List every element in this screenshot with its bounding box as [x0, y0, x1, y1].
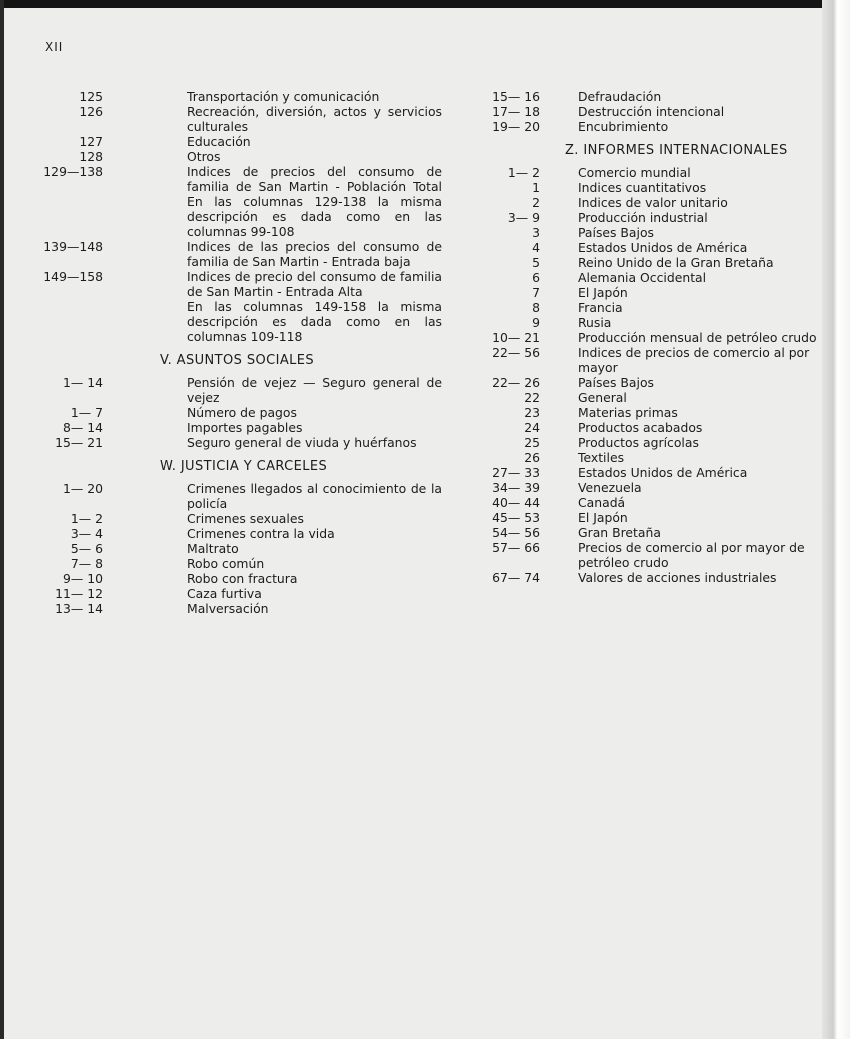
- index-entry: [470, 405, 820, 420]
- column-range: 45— 53: [492, 510, 540, 525]
- entry-description: Precios de comercio al por mayor de petróleo crudo: [578, 540, 805, 570]
- scan-top-border: [0, 0, 850, 8]
- column-range: 149—158: [43, 269, 103, 284]
- column-range: 1— 2: [507, 165, 540, 180]
- index-entry: [470, 510, 820, 525]
- index-entry: [470, 225, 820, 240]
- entry-description: Países Bajos: [578, 375, 654, 390]
- entry-description: Reino Unido de la Gran Bretaña: [578, 255, 774, 270]
- entry-description: Productos acabados: [578, 420, 703, 435]
- entry-description: Robo común: [187, 556, 265, 571]
- index-entry: [40, 104, 445, 134]
- index-entry: [470, 315, 820, 330]
- index-entry: [470, 570, 820, 585]
- entry-description: El Japón: [578, 510, 628, 525]
- column-range: 22— 26: [492, 375, 540, 390]
- entry-description: Materias primas: [578, 405, 678, 420]
- entry-description: Valores de acciones industriales: [578, 570, 777, 585]
- index-entry: [40, 601, 445, 616]
- index-entry: [470, 480, 820, 495]
- index-entry: [470, 180, 820, 195]
- index-entry: [40, 586, 445, 601]
- entry-description: Otros: [187, 149, 221, 164]
- entry-description: Defraudación: [578, 89, 662, 104]
- column-range: 5— 6: [70, 541, 103, 556]
- column-range: 26: [524, 450, 540, 465]
- entry-description: Indices de precio del consumo de familia de San Martin - Entrada Alta: [187, 269, 442, 299]
- index-entry: [470, 195, 820, 210]
- column-range: 40— 44: [492, 495, 540, 510]
- entry-description: Comercio mundial: [578, 165, 691, 180]
- column-range: 1— 7: [70, 405, 103, 420]
- entry-description: Pensión de vejez — Seguro general de vejez: [187, 375, 442, 405]
- column-range: 17— 18: [492, 104, 540, 119]
- index-entry: [470, 345, 820, 375]
- index-entry: [470, 465, 820, 480]
- entry-description: Gran Bretaña: [578, 525, 661, 540]
- entry-description: Crimenes contra la vida: [187, 526, 335, 541]
- column-range: 7— 8: [70, 556, 103, 571]
- index-entry: [40, 299, 445, 344]
- index-entry: [470, 300, 820, 315]
- entry-description: Indices de valor unitario: [578, 195, 728, 210]
- entry-description: Indices de precios del consumo de familia de San Martin - Población Total En las columnas 129-138 la misma descripción es dada como en las columnas 99-108: [187, 164, 442, 239]
- entry-description: Francia: [578, 300, 623, 315]
- column-range: 1— 20: [63, 481, 103, 496]
- column-range: 57— 66: [492, 540, 540, 555]
- index-entry: [470, 330, 820, 345]
- index-entry: [40, 149, 445, 164]
- column-range: 9— 10: [63, 571, 103, 586]
- column-range: 25: [524, 435, 540, 450]
- column-range: 13— 14: [55, 601, 103, 616]
- column-range: 3— 9: [507, 210, 540, 225]
- entry-description: Crimenes sexuales: [187, 511, 304, 526]
- column-range: 1— 14: [63, 375, 103, 390]
- entry-description: Venezuela: [578, 480, 642, 495]
- column-range: 67— 74: [492, 570, 540, 585]
- index-entry: [40, 420, 445, 435]
- index-entry: [40, 541, 445, 556]
- column-range: 15— 21: [55, 435, 103, 450]
- index-entry: [40, 405, 445, 420]
- column-range: 6: [532, 270, 540, 285]
- entry-description: Indices de precios de comercio al por mayor: [578, 345, 810, 375]
- column-range: 54— 56: [492, 525, 540, 540]
- entry-description: Robo con fractura: [187, 571, 298, 586]
- entry-description: Alemania Occidental: [578, 270, 707, 285]
- index-entry: [470, 495, 820, 510]
- index-entry: [470, 435, 820, 450]
- section-z-list: [470, 165, 820, 585]
- section-heading-z: Z. INFORMES INTERNACIONALES: [565, 143, 788, 158]
- column-range: 139—148: [43, 239, 103, 254]
- index-entry: [470, 104, 820, 119]
- left-intro-list: [40, 89, 445, 344]
- scan-left-border: [0, 0, 4, 1039]
- entry-description: Caza furtiva: [187, 586, 262, 601]
- index-entry: [40, 511, 445, 526]
- column-range: 7: [532, 285, 540, 300]
- column-range: 19— 20: [492, 119, 540, 134]
- index-entry: [470, 390, 820, 405]
- index-entry: [40, 164, 445, 239]
- column-range: 22: [524, 390, 540, 405]
- index-entry: [470, 165, 820, 180]
- page-number: XII: [45, 40, 64, 54]
- scan-right-edge: [822, 0, 850, 1039]
- column-range: 128: [79, 149, 103, 164]
- entry-description: Transportación y comunicación: [187, 89, 380, 104]
- section-w-list: [40, 481, 445, 616]
- index-entry: [470, 89, 820, 104]
- index-entry: [470, 285, 820, 300]
- entry-description: En las columnas 149-158 la misma descripción es dada como en las columnas 109-118: [187, 299, 442, 344]
- index-entry: [40, 435, 445, 450]
- entry-description: Indices de las precios del consumo de familia de San Martin - Entrada baja: [187, 239, 442, 269]
- column-range: 3— 4: [70, 526, 103, 541]
- column-range: [40, 299, 103, 344]
- index-entry: [40, 481, 445, 511]
- column-range: 23: [524, 405, 540, 420]
- entry-description: Número de pagos: [187, 405, 297, 420]
- entry-description: Canadá: [578, 495, 626, 510]
- entry-description: General: [578, 390, 627, 405]
- column-range: 129—138: [43, 164, 103, 179]
- column-range: 24: [524, 420, 540, 435]
- entry-description: Educación: [187, 134, 251, 149]
- index-entry: [40, 89, 445, 104]
- column-range: 1— 2: [70, 511, 103, 526]
- index-entry: [470, 240, 820, 255]
- entry-description: Malversación: [187, 601, 269, 616]
- entry-description: Recreación, diversión, actos y servicios culturales: [187, 104, 442, 134]
- column-range: 8: [532, 300, 540, 315]
- entry-description: Estados Unidos de América: [578, 465, 748, 480]
- entry-description: Países Bajos: [578, 225, 654, 240]
- index-entry: [40, 526, 445, 541]
- index-entry: [40, 571, 445, 586]
- entry-description: Estados Unidos de América: [578, 240, 748, 255]
- section-v-list: [40, 375, 445, 450]
- entry-description: Seguro general de viuda y huérfanos: [187, 435, 417, 450]
- entry-description: Textiles: [578, 450, 625, 465]
- right-intro-list: [470, 89, 820, 134]
- column-range: 4: [532, 240, 540, 255]
- column-range: 11— 12: [55, 586, 103, 601]
- entry-description: Producción mensual de petróleo crudo: [578, 330, 817, 345]
- index-entry: [40, 239, 445, 269]
- index-entry: [470, 119, 820, 134]
- section-heading-w: W. JUSTICIA Y CARCELES: [160, 459, 328, 474]
- entry-description: Indices cuantitativos: [578, 180, 707, 195]
- column-range: 10— 21: [492, 330, 540, 345]
- column-range: 22— 56: [492, 345, 540, 360]
- entry-description: Producción industrial: [578, 210, 708, 225]
- entry-description: Encubrimiento: [578, 119, 669, 134]
- index-entry: [470, 255, 820, 270]
- column-range: 3: [532, 225, 540, 240]
- section-heading-v: V. ASUNTOS SOCIALES: [160, 353, 315, 368]
- index-entry: [470, 450, 820, 465]
- column-range: 34— 39: [492, 480, 540, 495]
- column-range: 5: [532, 255, 540, 270]
- column-range: 125: [79, 89, 103, 104]
- index-entry: [40, 134, 445, 149]
- entry-description: Rusia: [578, 315, 612, 330]
- column-range: 15— 16: [492, 89, 540, 104]
- right-column: [470, 89, 820, 585]
- index-entry: [470, 375, 820, 390]
- column-range: 1: [532, 180, 540, 195]
- index-entry: [470, 270, 820, 285]
- index-entry: [470, 210, 820, 225]
- column-range: 2: [532, 195, 540, 210]
- column-range: 127: [79, 134, 103, 149]
- column-range: 126: [79, 104, 103, 119]
- column-range: 27— 33: [492, 465, 540, 480]
- left-column: [40, 89, 445, 616]
- index-entry: [40, 269, 445, 299]
- entry-description: El Japón: [578, 285, 628, 300]
- index-entry: [470, 525, 820, 540]
- index-entry: [40, 556, 445, 571]
- entry-description: Destrucción intencional: [578, 104, 725, 119]
- index-entry: [470, 540, 820, 570]
- entry-description: Importes pagables: [187, 420, 303, 435]
- entry-description: Productos agrícolas: [578, 435, 699, 450]
- column-range: 9: [532, 315, 540, 330]
- entry-description: Maltrato: [187, 541, 239, 556]
- index-entry: [40, 375, 445, 405]
- column-range: 8— 14: [63, 420, 103, 435]
- entry-description: Crimenes llegados al conocimiento de la policía: [187, 481, 442, 511]
- index-entry: [470, 420, 820, 435]
